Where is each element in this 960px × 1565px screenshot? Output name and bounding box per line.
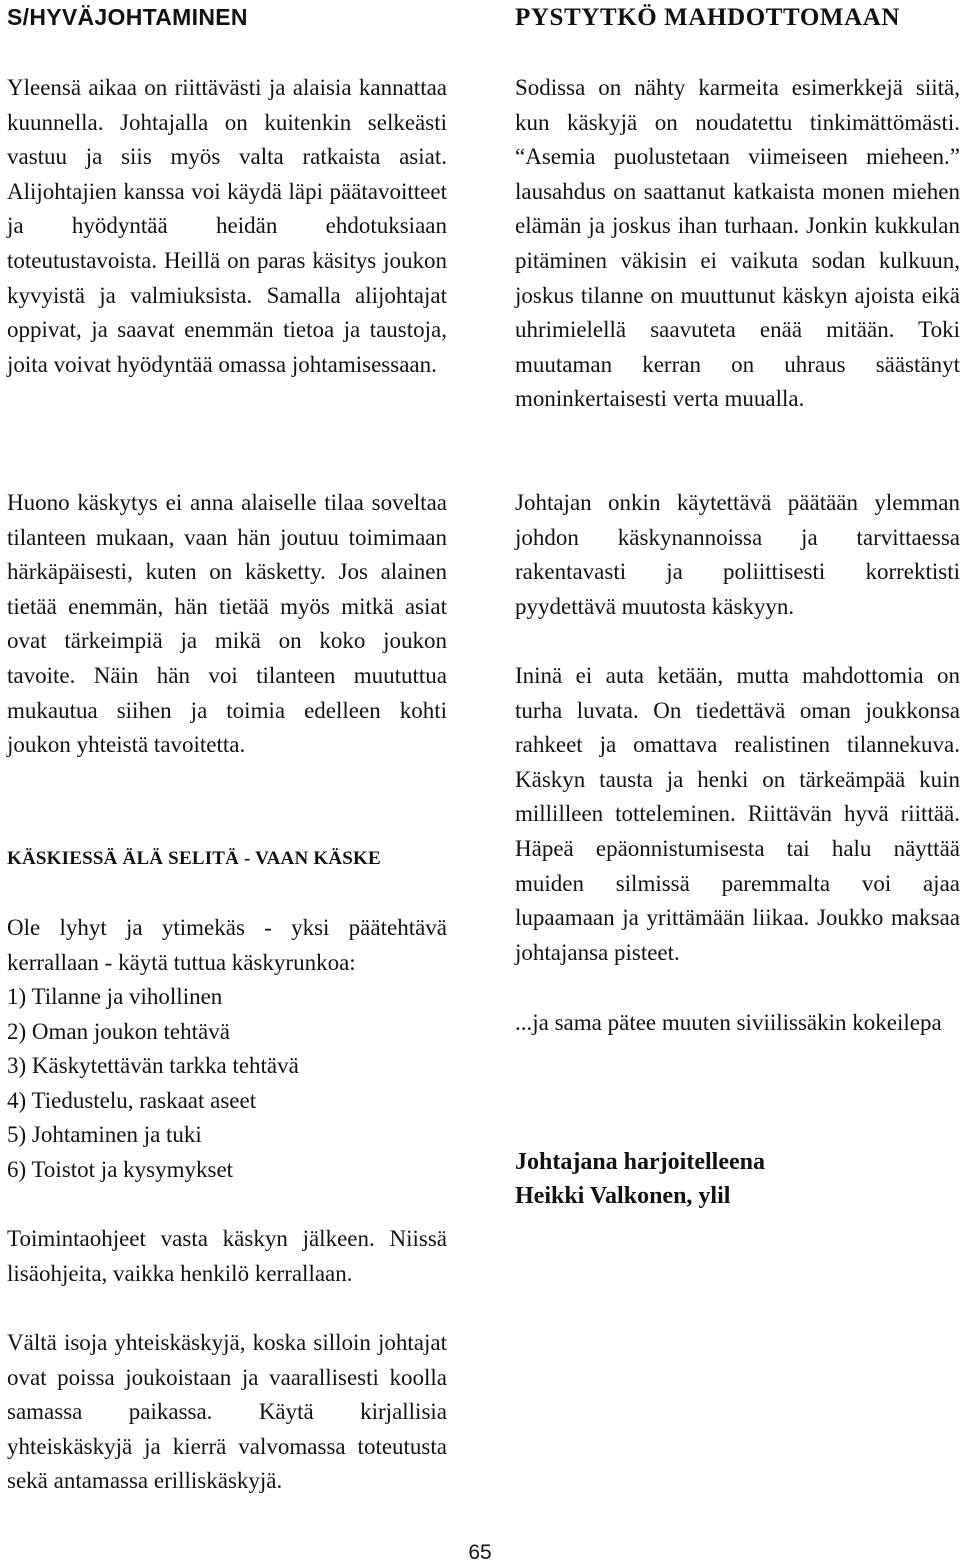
list-intro: Ole lyhyt ja ytimekäs - yksi päätehtävä kerrallaan - käytä tuttua käskyrunkoa: [7, 915, 447, 975]
author-signature [515, 1145, 765, 1213]
right-paragraph-2: Johtajan onkin käytettävä päätään ylemman johdon käskynannoissa ja tarvittaessa rakentavasti ja poliittisesti korrektisti pyydettävä muutosta käskyyn. [515, 490, 960, 619]
list-item: 5) Johtaminen ja tuki [7, 1122, 202, 1148]
left-paragraph-2: Huono käskytys ei anna alaiselle tilaa soveltaa tilanteen mukaan, vaan hän joutuu toimimaan härkäpäisesti, kuten on käsketty. Jos alainen tietää enemmän, hän tietää myös mitkä asiat ovat tärkeimpiä ja mikä on koko joukon tavoite. Näin hän voi tilanteen muututtua mukautua siihen ja toimia edelleen kohti joukon yhteistä tavoitetta. [7, 490, 447, 758]
right-paragraph-3: Ininä ei auta ketään, mutta mahdottomia on turha luvata. On tiedettävä oman joukkonsa rahkeet ja omattava realistinen tilannekuva. Käskyn tausta ja henki on tärkeämpää kuin millilleen totteleminen. Riittävän hyvä riittää. Häpeä epäonnistumisesta tai halu näyttää muiden silmissä paremmalta voi ajaa lupaamaan ja yrittämään liikaa. Joukko maksaa johtajansa pisteet. [515, 663, 960, 965]
right-heading: PYSTYTKÖ MAHDOTTOMAAN [515, 4, 901, 31]
list-item: 4) Tiedustelu, raskaat aseet [7, 1087, 257, 1113]
command-structure-list [7, 980, 299, 1188]
list-item: 2) Oman joukon tehtävä [7, 1018, 230, 1044]
right-paragraph-1: Sodissa on nähty karmeita esimerkkejä siitä, kun käskyjä on noudatettu tinkimättömästi. “Asemia puolustetaan viimeiseen mieheen.” lausahdus on saattanut katkaista monen miehen elämän ja joskus ihan turhaan. Jonkin kukkulan pitäminen väkisin ei vaikuta sodan kulkuun, joskus tilanne on muuttunut käskyn ajoista eikä uhrimielellä saavuteta enää mitään. Toki muutaman kerran on uhraus säästänyt moninkertaisesti verta muualla. [515, 75, 960, 412]
list-item: 6) Toistot ja kysymykset [7, 1156, 234, 1182]
list-item: 3) Käskytettävän tarkka tehtävä [7, 1053, 299, 1079]
left-subheading: KÄSKIESSÄ ÄLÄ SELITÄ - VAAN KÄSKE [7, 848, 381, 869]
left-paragraph-1: Yleensä aikaa on riittävästi ja alaisia kannattaa kuunnella. Johtajalla on kuitenkin selkeästi vastuu ja siis myös valta ratkaista asiat. Alijohtajien kanssa voi käydä läpi päätavoitteet ja hyödyntää heidän ehdotuksiaan toteutustavoista. Heillä on paras käsitys joukon kyvyistä ja valmiuksista. Samalla alijohtajat oppivat, ja saavat enemmän tietoa ja taustoja, joita voivat hyödyntää omassa johtamisessaan. [7, 75, 447, 377]
page-number: 65 [468, 1541, 492, 1564]
signature-line: Johtajana harjoitelleena [515, 1149, 765, 1175]
left-paragraph-4: Vältä isoja yhteiskäskyjä, koska silloin johtajat ovat poissa joukoistaan ja vaarallisesti koolla samassa paikassa. Käytä kirjallisia yhteiskäskyjä ja kierrä valvomassa toteutusta sekä antamassa erilliskäskyjä. [7, 1330, 447, 1494]
right-paragraph-4: ...ja sama pätee muuten siviilissäkin kokeilepa [515, 1010, 942, 1035]
left-paragraph-3: Toimintaohjeet vasta käskyn jälkeen. Niissä lisäohjeita, vaikka henkilö kerrallaan. [7, 1226, 447, 1286]
list-item: 1) Tilanne ja vihollinen [7, 984, 223, 1009]
signature-line: Heikki Valkonen, ylil [515, 1183, 731, 1209]
left-heading: S/HYVÄJOHTAMINEN [7, 4, 248, 30]
